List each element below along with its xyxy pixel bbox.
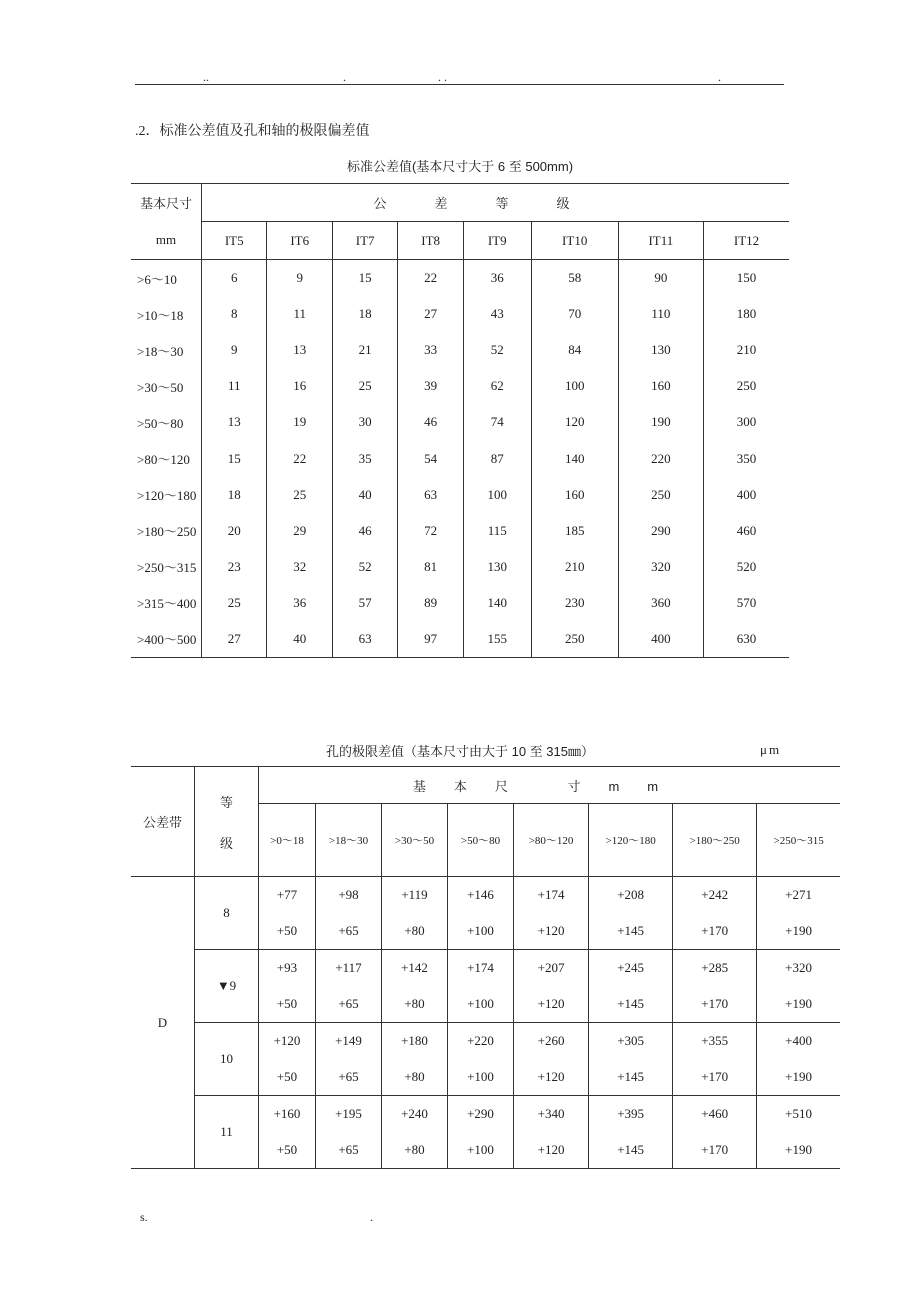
table-row [131,440,789,476]
tolerance-value-cell: 18 [202,477,267,513]
upper-deviation-cell: +174 [448,950,514,987]
tolerance-value-cell: 43 [463,296,531,332]
zone-header: 公差带 [131,767,195,877]
tolerance-value-cell: 74 [463,404,531,440]
upper-deviation-cell: +77 [259,877,316,914]
tolerance-value-cell: 22 [398,260,463,297]
tolerance-value-cell: 100 [463,477,531,513]
tolerance-value-cell: 54 [398,440,463,476]
lower-deviation-cell: +120 [514,913,589,950]
tolerance-value-cell: 32 [267,549,332,585]
tolerance-value-cell: 20 [202,513,267,549]
tolerance-value-cell: 39 [398,368,463,404]
size-range-cell: >50～80 [131,404,202,440]
tolerance-value-cell: 360 [618,585,703,621]
upper-deviation-cell: +305 [589,1023,673,1060]
size-header: 基本尺 寸mm [259,767,841,804]
upper-deviation-cell: +400 [757,1023,840,1060]
tolerance-value-cell: 15 [332,260,397,297]
lower-deviation-cell: +100 [448,1059,514,1096]
table-row [131,1096,840,1133]
lower-deviation-cell: +170 [673,986,757,1023]
grade-cell: 10 [195,1023,259,1096]
lower-deviation-cell: +190 [757,986,840,1023]
tolerance-value-cell: 320 [618,549,703,585]
section-title: .2．标准公差值及孔和轴的极限偏差值 [135,124,370,139]
tolerance-value-cell: 120 [531,404,618,440]
grade-col-header: IT12 [704,222,789,260]
upper-deviation-cell: +340 [514,1096,589,1133]
upper-deviation-cell: +395 [589,1096,673,1133]
size-range-cell: >18～30 [131,332,202,368]
grade-col-header: IT9 [463,222,531,260]
upper-deviation-cell: +242 [673,877,757,914]
tolerance-value-cell: 115 [463,513,531,549]
hole-limit-deviation-table [131,766,840,1169]
tolerance-value-cell: 290 [618,513,703,549]
size-range-header: >18～30 [315,804,381,877]
tolerance-value-cell: 25 [202,585,267,621]
tolerance-value-cell: 9 [202,332,267,368]
upper-deviation-cell: +460 [673,1096,757,1133]
tolerance-value-cell: 100 [531,368,618,404]
size-range-header: >180～250 [673,804,757,877]
upper-deviation-cell: +208 [589,877,673,914]
tolerance-value-cell: 25 [267,477,332,513]
tolerance-value-cell: 97 [398,621,463,658]
footer-mark: . [370,1210,373,1224]
lower-deviation-cell: +80 [382,1132,448,1169]
header-mark: . . [438,70,447,84]
tolerance-value-cell: 63 [332,621,397,658]
size-range-header: >30～50 [382,804,448,877]
lower-deviation-cell: +65 [315,986,381,1023]
tolerance-value-cell: 210 [736,342,757,358]
lower-deviation-cell: +80 [382,1059,448,1096]
upper-deviation-cell: +271 [757,877,840,914]
tolerance-value-cell: 155 [463,621,531,658]
tolerance-value-cell: 23 [202,549,267,585]
tolerance-value-cell: 16 [267,368,332,404]
upper-deviation-cell: +320 [757,950,840,987]
upper-deviation-cell: +93 [259,950,316,987]
tolerance-value-cell: 210 [531,549,618,585]
tolerance-value-cell: 110 [618,296,703,332]
tolerance-value-cell: 40 [332,477,397,513]
tolerance-value-cell: 160 [618,368,703,404]
tolerance-value-cell: 9 [267,260,332,297]
tolerance-value-cell: 13 [267,332,332,368]
tolerance-value-cell: 29 [267,513,332,549]
tolerance-value-cell: 58 [531,260,618,297]
tolerance-value-cell: 400 [736,486,757,502]
lower-deviation-cell: +65 [315,913,381,950]
tolerance-value-cell: 160 [531,477,618,513]
grade-col-header: IT11 [618,222,703,260]
page-header-rule [135,70,784,85]
table1-corner-bottom: mm [131,222,202,260]
upper-deviation-cell: +146 [448,877,514,914]
grade-cell: ▼9 [195,950,259,1023]
table1-caption: 标准公差值(基本尺寸大于 6 至 500mm) [346,159,574,174]
upper-deviation-cell: +355 [673,1023,757,1060]
size-range-cell: >180～250 [131,513,202,549]
tolerance-value-cell: 630 [704,621,789,658]
table-row [131,477,789,513]
footer-mark: s. [140,1210,148,1224]
lower-deviation-cell: +190 [757,1059,840,1096]
table-row [131,296,789,332]
tolerance-value-cell: 130 [463,549,531,585]
lower-deviation-cell: +120 [514,1132,589,1169]
tolerance-value-cell: 33 [398,332,463,368]
tolerance-value-cell: 250 [531,621,618,658]
upper-deviation-cell: +245 [589,950,673,987]
upper-deviation-cell: +260 [514,1023,589,1060]
upper-deviation-cell: +180 [382,1023,448,1060]
tolerance-value-cell: 90 [618,260,703,297]
tolerance-value-cell: 30 [332,404,397,440]
size-range-header: >120～180 [589,804,673,877]
tolerance-value-cell: 11 [202,368,267,404]
lower-deviation-cell: +170 [673,913,757,950]
upper-deviation-cell: +195 [315,1096,381,1133]
lower-deviation-cell: +145 [589,1132,673,1169]
header-mark: .. [203,70,209,84]
tolerance-value-cell: 190 [618,404,703,440]
table-row [131,549,789,585]
lower-deviation-cell: +145 [589,986,673,1023]
lower-deviation-cell: +190 [757,913,840,950]
lower-deviation-cell: +100 [448,986,514,1023]
tolerance-value-cell: 140 [531,440,618,476]
grade-header [195,767,259,877]
lower-deviation-cell: +65 [315,1132,381,1169]
tolerance-value-cell: 87 [463,440,531,476]
grade-cell: 8 [195,877,259,950]
tolerance-value-cell: 150 [736,270,757,286]
lower-deviation-cell: +170 [673,1059,757,1096]
table-row [131,1023,840,1060]
lower-deviation-cell: +50 [259,1059,316,1096]
tolerance-value-cell: 350 [736,450,757,466]
tolerance-value-cell: 180 [736,306,757,322]
lower-deviation-cell: +120 [514,986,589,1023]
tolerance-value-cell: 400 [618,621,703,658]
lower-deviation-cell: +190 [757,1132,840,1169]
tolerance-value-cell: 46 [332,513,397,549]
tolerance-value-cell: 52 [332,549,397,585]
lower-deviation-cell: +80 [382,913,448,950]
table1-grade-header: 公差等级 [202,184,790,222]
tolerance-value-cell: 230 [531,585,618,621]
tolerance-value-cell: 36 [463,260,531,297]
tolerance-value-cell: 19 [267,404,332,440]
upper-deviation-cell: +207 [514,950,589,987]
grade-col-header: IT6 [267,222,332,260]
table-row [131,585,789,621]
lower-deviation-cell: +50 [259,986,316,1023]
table-row [131,368,789,404]
tolerance-value-cell: 520 [736,558,757,574]
tolerance-value-cell: 35 [332,440,397,476]
lower-deviation-cell: +50 [259,913,316,950]
table-row [131,513,789,549]
tolerance-value-cell: 70 [531,296,618,332]
table2-unit: μm [760,742,782,757]
tolerance-value-cell: 460 [736,522,757,538]
upper-deviation-cell: +285 [673,950,757,987]
size-range-cell: >80～120 [131,440,202,476]
upper-deviation-cell: +174 [514,877,589,914]
table-row [131,950,840,987]
lower-deviation-cell: +170 [673,1132,757,1169]
size-range-header: >50～80 [448,804,514,877]
tolerance-value-cell: 46 [398,404,463,440]
table-row [131,260,789,297]
size-range-cell: >250～315 [131,549,202,585]
tolerance-value-cell: 81 [398,549,463,585]
tolerance-value-cell: 89 [398,585,463,621]
tolerance-value-cell: 57 [332,585,397,621]
size-range-cell: >10～18 [131,296,202,332]
lower-deviation-cell: +100 [448,1132,514,1169]
tolerance-value-cell: 130 [618,332,703,368]
tolerance-value-cell: 22 [267,440,332,476]
upper-deviation-cell: +120 [259,1023,316,1060]
grade-col-header: IT8 [398,222,463,260]
lower-deviation-cell: +145 [589,913,673,950]
grade-cell: 11 [195,1096,259,1169]
table-row [131,404,789,440]
size-range-cell: >120～180 [131,477,202,513]
tolerance-value-cell: 18 [332,296,397,332]
grade-col-header: IT7 [332,222,397,260]
size-range-cell: >6～10 [131,260,202,297]
tolerance-value-cell: 6 [202,260,267,297]
lower-deviation-cell: +145 [589,1059,673,1096]
tolerance-value-cell: 11 [267,296,332,332]
lower-deviation-cell: +50 [259,1132,316,1169]
lower-deviation-cell: +100 [448,913,514,950]
tolerance-value-cell: 25 [332,368,397,404]
header-mark: . [343,70,346,84]
upper-deviation-cell: +149 [315,1023,381,1060]
lower-deviation-cell: +80 [382,986,448,1023]
table-row [131,332,789,368]
tolerance-value-cell: 220 [618,440,703,476]
grade-col-header: IT10 [531,222,618,260]
size-range-cell: >315～400 [131,585,202,621]
table1-corner-top: 基本尺寸 [131,184,202,222]
tolerance-value-cell: 13 [202,404,267,440]
size-range-cell: >400～500 [131,621,202,658]
tolerance-value-cell: 27 [398,296,463,332]
table-row [131,877,840,914]
upper-deviation-cell: +240 [382,1096,448,1133]
tolerance-value-cell: 21 [332,332,397,368]
tolerance-value-cell: 84 [531,332,618,368]
grade-col-header: IT5 [202,222,267,260]
upper-deviation-cell: +98 [315,877,381,914]
size-range-header: >80～120 [514,804,589,877]
lower-deviation-cell: +65 [315,1059,381,1096]
upper-deviation-cell: +160 [259,1096,316,1133]
standard-tolerance-table [131,183,789,658]
upper-deviation-cell: +290 [448,1096,514,1133]
size-range-header: >250～315 [757,804,840,877]
tolerance-value-cell: 250 [736,378,757,394]
tolerance-value-cell: 185 [531,513,618,549]
tolerance-value-cell: 300 [736,414,757,430]
header-mark: . [718,70,721,84]
tolerance-zone-cell: D [131,877,195,1169]
tolerance-value-cell: 140 [463,585,531,621]
size-range-header: >0～18 [259,804,316,877]
upper-deviation-cell: +142 [382,950,448,987]
tolerance-value-cell: 62 [463,368,531,404]
tolerance-value-cell: 570 [736,594,757,610]
upper-deviation-cell: +220 [448,1023,514,1060]
tolerance-value-cell: 8 [202,296,267,332]
grade-header-top: 等 [219,794,233,810]
tolerance-value-cell: 27 [202,621,267,658]
tolerance-value-cell: 40 [267,621,332,658]
tolerance-value-cell: 15 [202,440,267,476]
lower-deviation-cell: +120 [514,1059,589,1096]
table-row [131,621,789,658]
tolerance-value-cell: 250 [618,477,703,513]
table2-caption: 孔的极限差值（基本尺寸由大于 10 至 315㎜） [326,744,594,759]
grade-header-bottom: 级 [219,835,233,851]
tolerance-value-cell: 52 [463,332,531,368]
upper-deviation-cell: +510 [757,1096,840,1133]
size-range-cell: >30～50 [131,368,202,404]
upper-deviation-cell: +119 [382,877,448,914]
tolerance-value-cell: 63 [398,477,463,513]
tolerance-value-cell: 36 [267,585,332,621]
upper-deviation-cell: +117 [315,950,381,987]
tolerance-value-cell: 72 [398,513,463,549]
